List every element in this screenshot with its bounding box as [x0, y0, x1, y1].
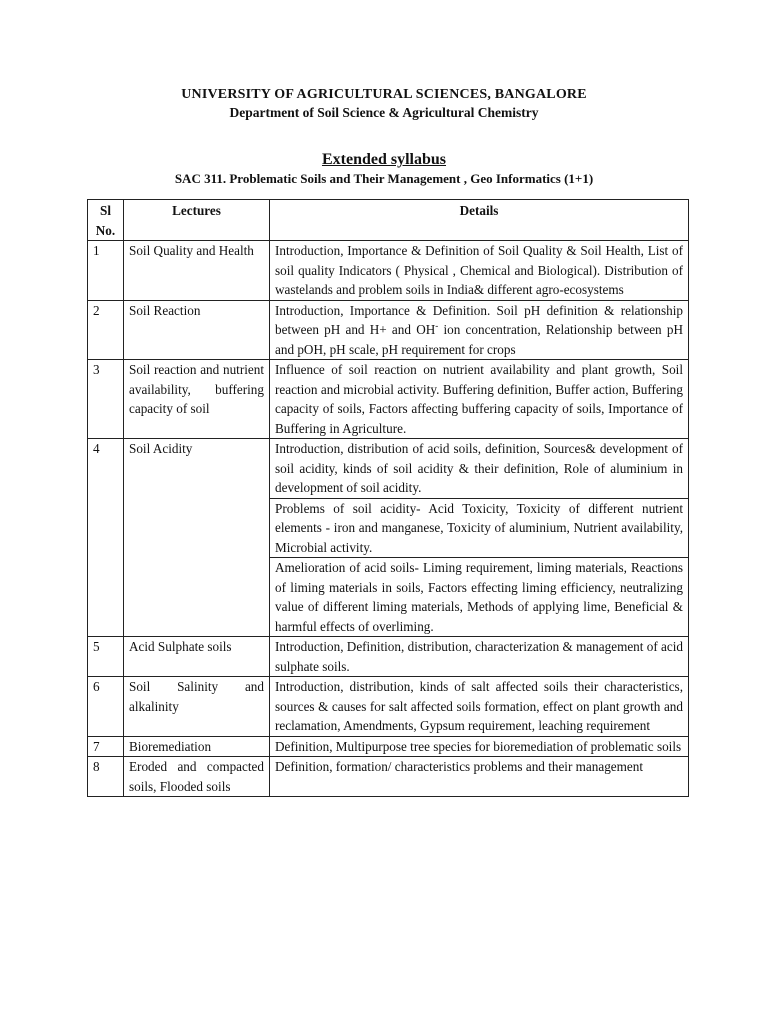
table-body: [88, 241, 689, 797]
row-details: Introduction, distribution, kinds of salt affected soils their characteristics, sources & causes for salt affected soils formation, effect on plant growth and reclamation, Amendments, Gypsum requirement, leaching requirement: [270, 677, 689, 737]
table-row: [88, 757, 689, 797]
row-sl-no: 4: [88, 439, 124, 637]
row-details: Definition, formation/ characteristics problems and their management: [270, 757, 689, 797]
row-lecture: Soil Salinity and alkalinity: [124, 677, 270, 737]
row-sl-no: 1: [88, 241, 124, 301]
table-row: [88, 439, 689, 499]
table-row: [88, 736, 689, 757]
row-details: Introduction, Importance & Definition of Soil Quality & Soil Health, List of soil quality Indicators ( Physical , Chemical and Biological). Distribution of wastelands and problem soils in India& different agro-ecosystems: [270, 241, 689, 301]
table-row: [88, 637, 689, 677]
course-subtitle: SAC 311. Problematic Soils and Their Management , Geo Informatics (1+1): [174, 171, 594, 186]
row-lecture: Soil Acidity: [124, 439, 270, 637]
header-sl-no: Sl No.: [88, 200, 124, 241]
row-lecture: Bioremediation: [124, 736, 270, 757]
table-header-row: [88, 200, 689, 241]
row-lecture: Eroded and compacted soils, Flooded soils: [124, 757, 270, 797]
department-name: Department of Soil Science & Agricultural Chemistry: [229, 105, 539, 120]
syllabus-table: [87, 199, 689, 797]
row-sl-no: 6: [88, 677, 124, 737]
row-details: Introduction, Importance & Definition. Soil pH definition & relationship between pH and H+ and OH- ion concentration, Relationship between pH and pOH, pH scale, pH requirement for crops: [270, 300, 689, 360]
document-title: Extended syllabus: [321, 151, 447, 168]
row-details: Definition, Multipurpose tree species for bioremediation of problematic soils: [270, 736, 689, 757]
row-sl-no: 3: [88, 360, 124, 439]
row-details: Introduction, distribution of acid soils, definition, Sources& development of soil acidity, kinds of soil acidity & their definition, Role of aluminium in development of soil acidity.: [270, 439, 689, 499]
document-header: [0, 86, 768, 121]
row-lecture: Soil Reaction: [124, 300, 270, 360]
row-lecture: Acid Sulphate soils: [124, 637, 270, 677]
row-lecture: Soil Quality and Health: [124, 241, 270, 301]
table-row: [88, 677, 689, 737]
row-sl-no: 8: [88, 757, 124, 797]
row-sl-no: 7: [88, 736, 124, 757]
header-details: Details: [270, 200, 689, 241]
row-lecture: Soil reaction and nutrient availability, buffering capacity of soil: [124, 360, 270, 439]
row-details: Amelioration of acid soils- Liming requirement, liming materials, Reactions of liming materials in soils, Factors effecting liming efficiency, neutralizing value of different liming materials, Methods of applying lime, Beneficial & harmful effects of overliming.: [270, 558, 689, 637]
row-sl-no: 2: [88, 300, 124, 360]
table-row: [88, 300, 689, 360]
table-row: [88, 241, 689, 301]
table-row: [88, 360, 689, 439]
row-details: Influence of soil reaction on nutrient availability and plant growth, Soil reaction and microbial activity. Buffering definition, Buffer action, Buffering capacity of soils, Factors affecting buffering capacity of soils, Importance of Buffering in Agriculture.: [270, 360, 689, 439]
row-sl-no: 5: [88, 637, 124, 677]
university-name: UNIVERSITY OF AGRICULTURAL SCIENCES, BANGALORE: [181, 87, 587, 102]
row-details: Problems of soil acidity- Acid Toxicity, Toxicity of different nutrient elements - iron and manganese, Toxicity of aluminium, Nutrient availability, Microbial activity.: [270, 498, 689, 558]
header-lectures: Lectures: [124, 200, 270, 241]
row-details: Introduction, Definition, distribution, characterization & management of acid sulphate soils.: [270, 637, 689, 677]
